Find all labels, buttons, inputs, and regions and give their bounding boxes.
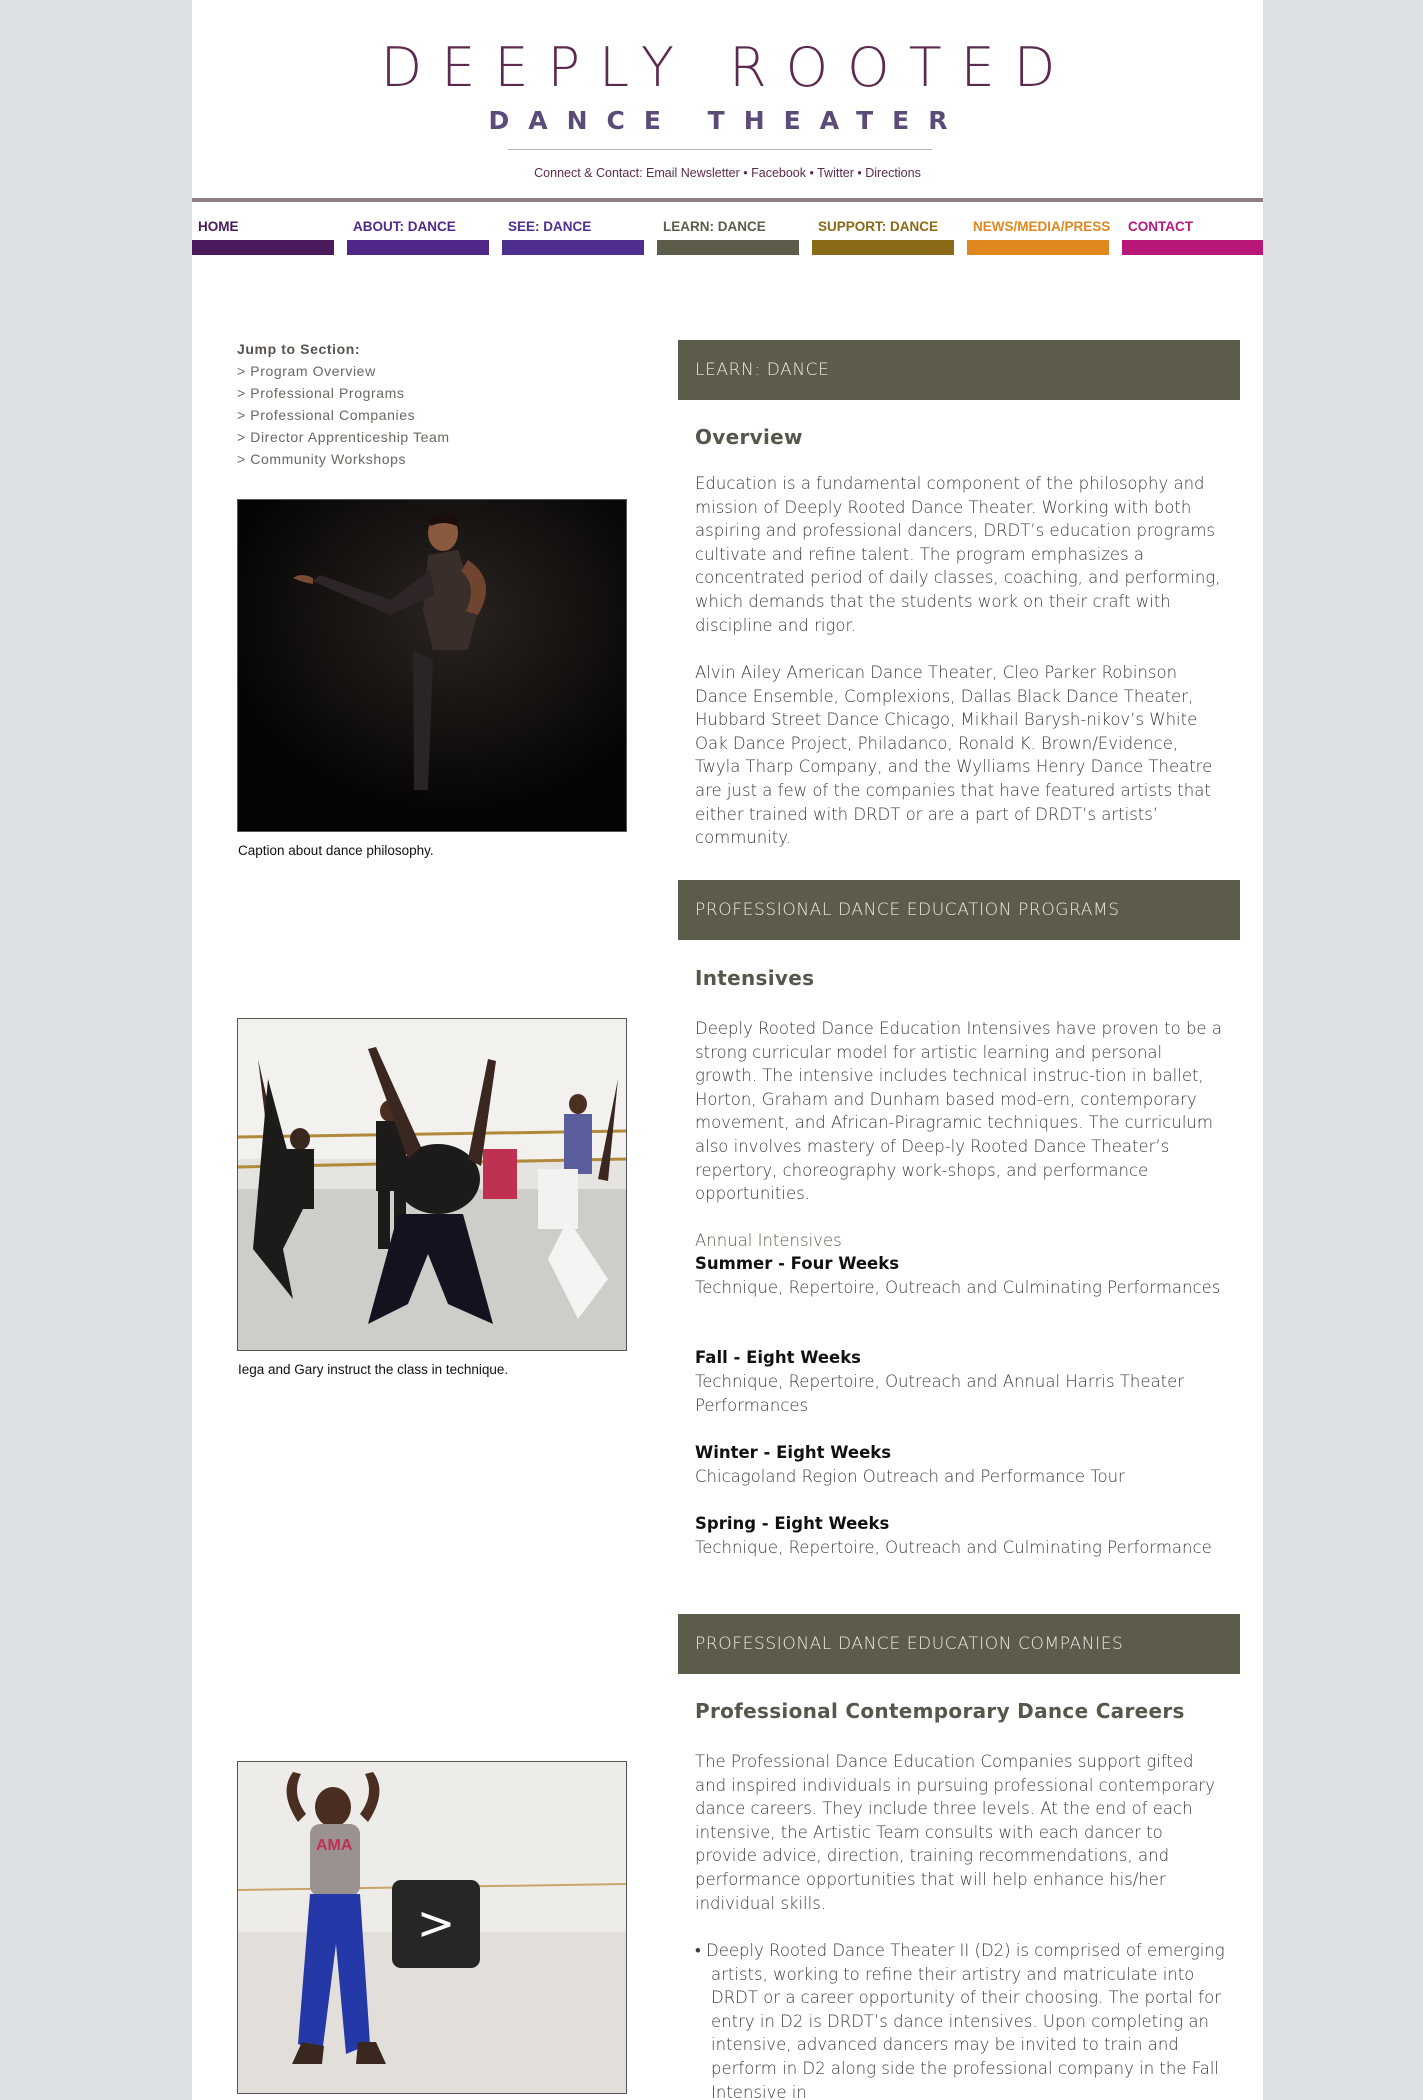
nav-home-bar: [192, 240, 334, 255]
dancer-photo: [237, 499, 627, 832]
nav-support-label: SUPPORT: DANCE: [818, 219, 939, 234]
intensive-winter-title: Winter - Eight Weeks: [695, 1443, 892, 1462]
photo-caption-1: Caption about dance philosophy.: [238, 843, 434, 858]
annual-intensives-label: Annual Intensives: [695, 1231, 842, 1250]
class-photo-image: [238, 1019, 626, 1350]
nav-contact-label: CONTACT: [1128, 219, 1193, 234]
intensive-winter-desc: Chicagoland Region Outreach and Performance Tour: [695, 1467, 1125, 1486]
nav-support-bar: [812, 240, 954, 255]
video-play-button[interactable]: [392, 1880, 480, 1968]
nav-see[interactable]: [502, 216, 644, 256]
nav-news-bar: [967, 240, 1109, 255]
logo-subtitle[interactable]: DANCE THEATER: [488, 106, 967, 135]
nav-about[interactable]: [347, 216, 489, 256]
intensive-summer-title: Summer - Four Weeks: [695, 1254, 900, 1273]
class-photo: [237, 1018, 627, 1351]
logo-title[interactable]: DEEPLY ROOTED: [380, 36, 1075, 99]
nav-news[interactable]: [967, 216, 1109, 256]
logo-divider: [508, 149, 932, 150]
intensives-heading: Intensives: [695, 966, 815, 990]
section-header-learn: LEARN: DANCE: [678, 340, 1240, 400]
careers-bullet-d2: • Deeply Rooted Dance Theater II (D2) is comprised of emerging artists, working to refine their artistry and matriculate into DRDT or a career opportunity of their choosing. The portal for entry in D2 is DRDT’s dance intensives. Upon completing an intensive, advanced dancers may be invited to train and perform in D2 along side the professional company in the Fall Intensive in: [695, 1941, 1225, 2100]
nav-about-bar: [347, 240, 489, 255]
overview-paragraph-1: Education is a fundamental component of the philosophy and mission of Deeply Rooted Dance Theater. Working with both aspiring and professional dancers, DRDT’s education programs cultivate and refine talent. The program emphasizes a concentrated period of daily classes, coaching, and performing, which demands that the students work on their craft with discipline and rigor.: [695, 474, 1221, 635]
jump-link-apprenticeship[interactable]: > Director Apprenticeship Team: [237, 429, 450, 445]
section-header-companies: PROFESSIONAL DANCE EDUCATION COMPANIES: [678, 1614, 1240, 1674]
header-divider: [192, 198, 1263, 202]
dancer-photo-image: [238, 500, 626, 831]
intensive-spring-desc: Technique, Repertoire, Outreach and Culminating Performance: [695, 1538, 1212, 1557]
intensive-spring-title: Spring - Eight Weeks: [695, 1514, 890, 1533]
nav-see-bar: [502, 240, 644, 255]
nav-news-label: NEWS/MEDIA/PRESS: [973, 219, 1111, 234]
careers-paragraph: The Professional Dance Education Companies support gifted and inspired individuals in pursuing professional contemporary dance careers. They include three levels. At the end of each intensive, the Artistic Team consults with each dancer to provide advice, direction, training recommendations, and performance opportunities that will help enhance his/her individual skills.: [695, 1752, 1215, 1913]
photo-caption-2: Iega and Gary instruct the class in technique.: [238, 1362, 509, 1377]
svg-text:AMA: AMA: [316, 1837, 353, 1854]
nav-about-label: ABOUT: DANCE: [353, 219, 456, 234]
jump-link-companies[interactable]: > Professional Companies: [237, 407, 416, 423]
nav-see-label: SEE: DANCE: [508, 219, 592, 234]
overview-paragraph-2: Alvin Ailey American Dance Theater, Cleo Parker Robinson Dance Ensemble, Complexions, Dallas Black Dance Theater, Hubbard Street Dance Chicago, Mikhail Barysh-nikov’s White Oak Dance Project, Philadanco, Ronald K. Brown/Evidence, Twyla Tharp Company, and the Wylliams Henry Dance Theatre are just a few of the companies that have featured artists that either trained with DRDT or are a part of DRDT’s artists’ community.: [695, 663, 1213, 848]
intensive-summer-desc: Technique, Repertoire, Outreach and Culminating Performances: [695, 1278, 1221, 1297]
nav-home-label: HOME: [198, 219, 239, 234]
play-icon: >: [416, 1896, 456, 1950]
jump-link-workshops[interactable]: > Community Workshops: [237, 451, 407, 467]
careers-heading: Professional Contemporary Dance Careers: [695, 1699, 1185, 1723]
nav-learn-bar: [657, 240, 799, 255]
nav-learn[interactable]: [657, 216, 799, 256]
jump-link-overview[interactable]: > Program Overview: [237, 363, 376, 379]
page: [192, 0, 1263, 2100]
overview-heading: Overview: [695, 425, 803, 449]
nav-learn-label: LEARN: DANCE: [663, 219, 766, 234]
section-header-programs: PROFESSIONAL DANCE EDUCATION PROGRAMS: [678, 880, 1240, 940]
jump-title: Jump to Section:: [237, 341, 361, 357]
intensive-fall-title: Fall - Eight Weeks: [695, 1348, 861, 1367]
nav-home[interactable]: [192, 216, 334, 256]
nav-contact-bar: [1122, 240, 1263, 255]
jump-to-section: [237, 338, 450, 470]
connect-links[interactable]: Connect & Contact: Email Newsletter • Facebook • Twitter • Directions: [534, 166, 921, 180]
intensive-fall-desc: Technique, Repertoire, Outreach and Annual Harris Theater Performances: [695, 1372, 1185, 1415]
jump-link-programs[interactable]: > Professional Programs: [237, 385, 405, 401]
nav-contact[interactable]: [1122, 216, 1263, 256]
intensives-paragraph: Deeply Rooted Dance Education Intensives have proven to be a strong curricular model for artistic learning and personal growth. The intensive includes technical instruc-tion in ballet, Horton, Graham and Dunham based mod-ern, contemporary movement, and African-Piragramic techniques. The curriculum also involves mastery of Deep-ly Rooted Dance Theater’s repertory, choreography work-shops, and performance opportunities.: [695, 1019, 1222, 1204]
nav-support[interactable]: [812, 216, 954, 256]
